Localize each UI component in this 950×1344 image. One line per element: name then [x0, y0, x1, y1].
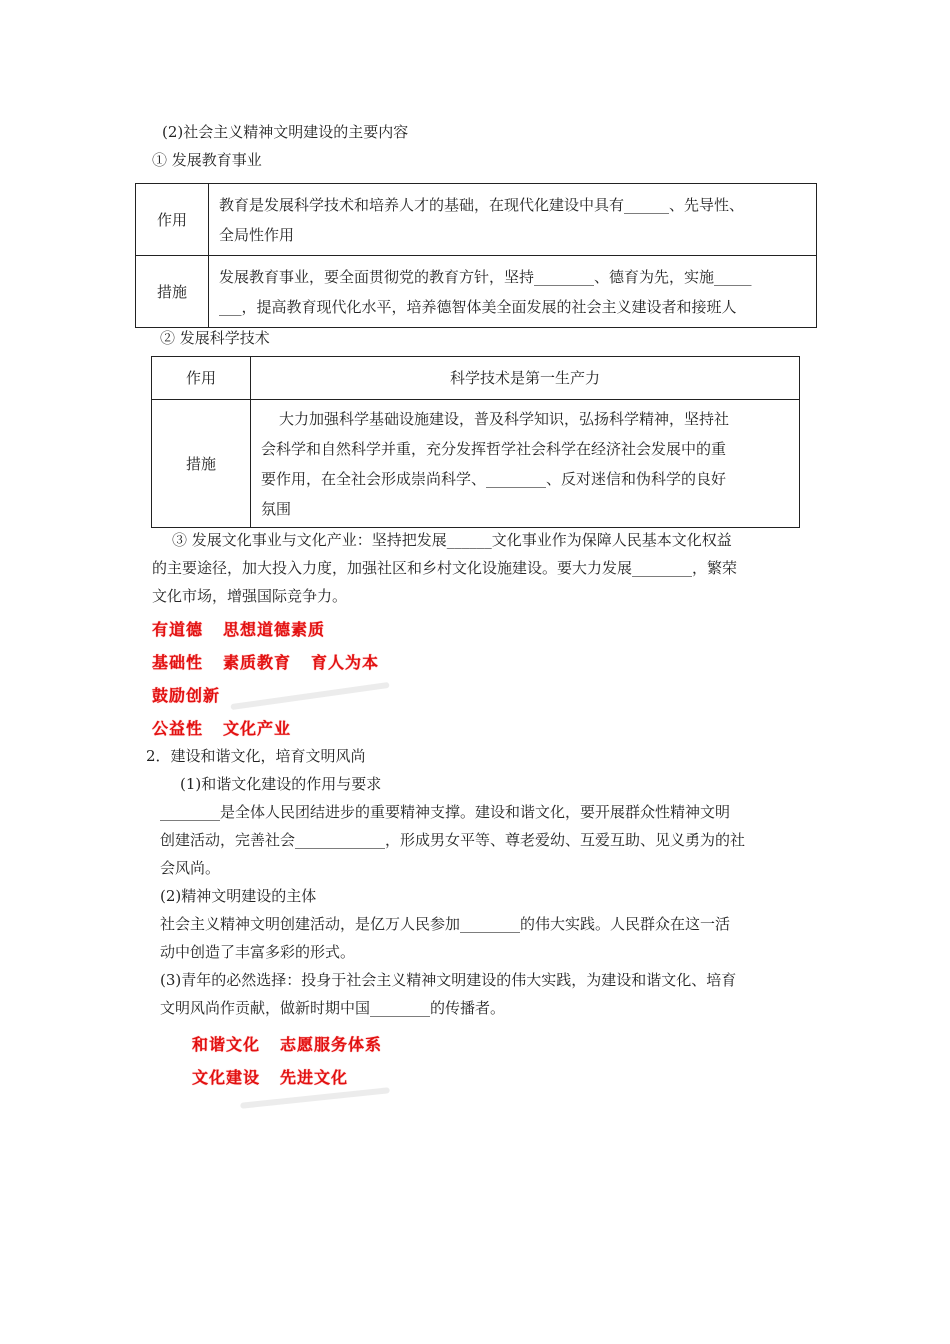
table-label: 措施 [152, 400, 251, 528]
part2-heading: 2．建设和谐文化，培育文明风尚 [146, 747, 366, 765]
table-cell: 教育是发展科学技术和培养人才的基础，在现代化建设中具有______、先导性、 全局性作用 [209, 184, 817, 256]
item3-line: ③ 发展文化事业与文化产业：坚持把发展______文化事业作为保障人民基本文化权益 [172, 531, 732, 549]
item-heading-science: ② 发展科学技术 [160, 329, 270, 347]
table-cell: 大力加强科学基础设施建设，普及科学知识，弘扬科学精神，坚持社 会科学和自然科学并重，充分发挥哲学社会科学在经济社会发展中的重 要作用，在全社会形成崇尚科学、________、反对迷信和伪科学的良好 氛围 [251, 400, 800, 528]
table-cell: 科学技术是第一生产力 [251, 357, 800, 400]
part2-text: 动中创造了丰富多彩的形式。 [160, 943, 356, 961]
answer-line: 公益性 文化产业 [152, 719, 292, 738]
answer-line: 和谐文化 志愿服务体系 [192, 1035, 383, 1054]
table-label: 作用 [152, 357, 251, 400]
part2-text: 文明风尚作贡献，做新时期中国________的传播者。 [160, 999, 506, 1017]
answer-line: 有道德 思想道德素质 [152, 620, 326, 639]
watermark-mark [240, 1087, 390, 1109]
table-label: 作用 [136, 184, 209, 256]
science-table [151, 356, 800, 528]
item3-line: 的主要途径，加大投入力度，加强社区和乡村文化设施建设。要大力发展________，繁荣 [152, 559, 738, 577]
part2-sub-heading: (2)精神文明建设的主体 [160, 887, 317, 905]
answer-line: 基础性 素质教育 育人为本 [152, 653, 380, 672]
answer-line: 鼓励创新 [152, 686, 221, 705]
part2-sub-heading: (1)和谐文化建设的作用与要求 [180, 775, 382, 793]
watermark-mark [230, 682, 389, 710]
table-cell: 发展教育事业，要全面贯彻党的教育方针，坚持________、德育为先，实施_____ ___，提高教育现代化水平，培养德智体美全面发展的社会主义建设者和接班人 [209, 256, 817, 328]
education-table [135, 183, 817, 328]
answer-line: 文化建设 先进文化 [192, 1068, 349, 1087]
part2-text: 会风尚。 [160, 859, 221, 877]
part2-text: (3)青年的必然选择：投身于社会主义精神文明建设的伟大实践，为建设和谐文化、培育 [160, 971, 737, 989]
table-label: 措施 [136, 256, 209, 328]
item-heading-education: ① 发展教育事业 [152, 151, 262, 169]
part2-text: ________是全体人民团结进步的重要精神支撑。建设和谐文化，要开展群众性精神文明 [160, 803, 731, 821]
part2-text: 创建活动，完善社会____________，形成男女平等、尊老爱幼、互爱互助、见义勇为的社 [160, 831, 746, 849]
item3-line: 文化市场，增强国际竞争力。 [152, 587, 348, 605]
part2-text: 社会主义精神文明创建活动，是亿万人民参加________的伟大实践。人民群众在这一活 [160, 915, 731, 933]
section-heading: (2)社会主义精神文明建设的主要内容 [162, 123, 409, 141]
